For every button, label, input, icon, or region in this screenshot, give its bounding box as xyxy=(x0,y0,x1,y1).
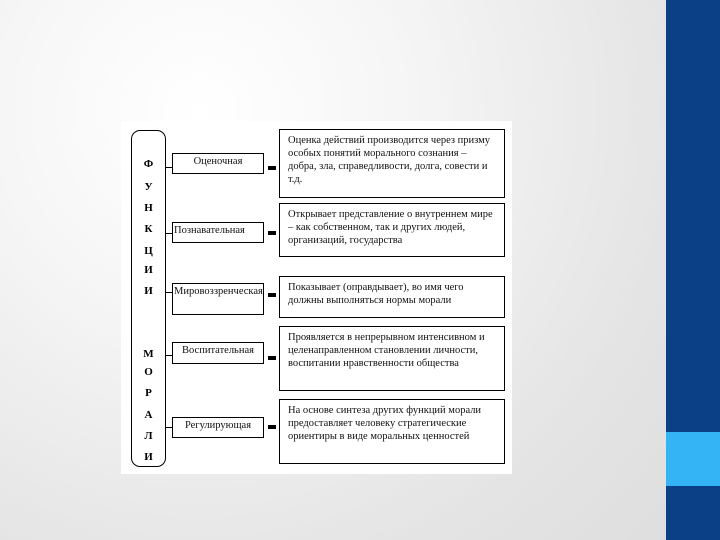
title-letter: М xyxy=(143,348,154,360)
slide-accent-block xyxy=(666,432,720,486)
title-letter: Ф xyxy=(143,158,154,170)
title-letter: Л xyxy=(144,430,153,442)
function-label-evaluative: Оценочная xyxy=(172,153,264,174)
title-letter: И xyxy=(144,285,153,297)
function-description-evaluative: Оценка действий производится через призму особых понятий морального сознания – добра, зла, справедливости, долга, совести и т.д. xyxy=(279,129,505,198)
title-letter: Н xyxy=(144,202,153,214)
dash-marker xyxy=(268,293,276,297)
function-description-regulatory: На основе синтеза других функций морали предоставляет человеку стратегические ориентиры в виде моральных ценностей xyxy=(279,399,505,464)
title-letter: Р xyxy=(145,387,152,399)
function-label-cognitive: Познавательная xyxy=(172,222,264,243)
title-letter: К xyxy=(144,223,153,235)
function-label-educational: Воспитательная xyxy=(172,342,264,364)
function-label-regulatory: Регулирующая xyxy=(172,417,264,438)
title-letter: И xyxy=(144,451,153,463)
dash-marker xyxy=(268,356,276,360)
function-label-worldview: Мировоззренческая xyxy=(172,283,264,315)
title-letter: И xyxy=(144,264,153,276)
function-description-cognitive: Открывает представление о внутреннем мире – как собственном, так и других людей, организаций, государства xyxy=(279,203,505,257)
title-letter: А xyxy=(144,409,153,421)
title-letter: У xyxy=(144,181,153,193)
dash-marker xyxy=(268,166,276,170)
dash-marker xyxy=(268,231,276,235)
vertical-title-box xyxy=(131,130,166,467)
title-letter: Ц xyxy=(144,245,153,257)
moral-functions-diagram xyxy=(121,121,512,474)
function-description-educational: Проявляется в непрерывном интенсивном и целенаправленном становлении личности, воспитании нравственности общества xyxy=(279,326,505,391)
title-letter: О xyxy=(144,366,153,378)
dash-marker xyxy=(268,425,276,429)
function-description-worldview: Показывает (оправдывает), во имя чего должны выполняться нормы морали xyxy=(279,276,505,318)
